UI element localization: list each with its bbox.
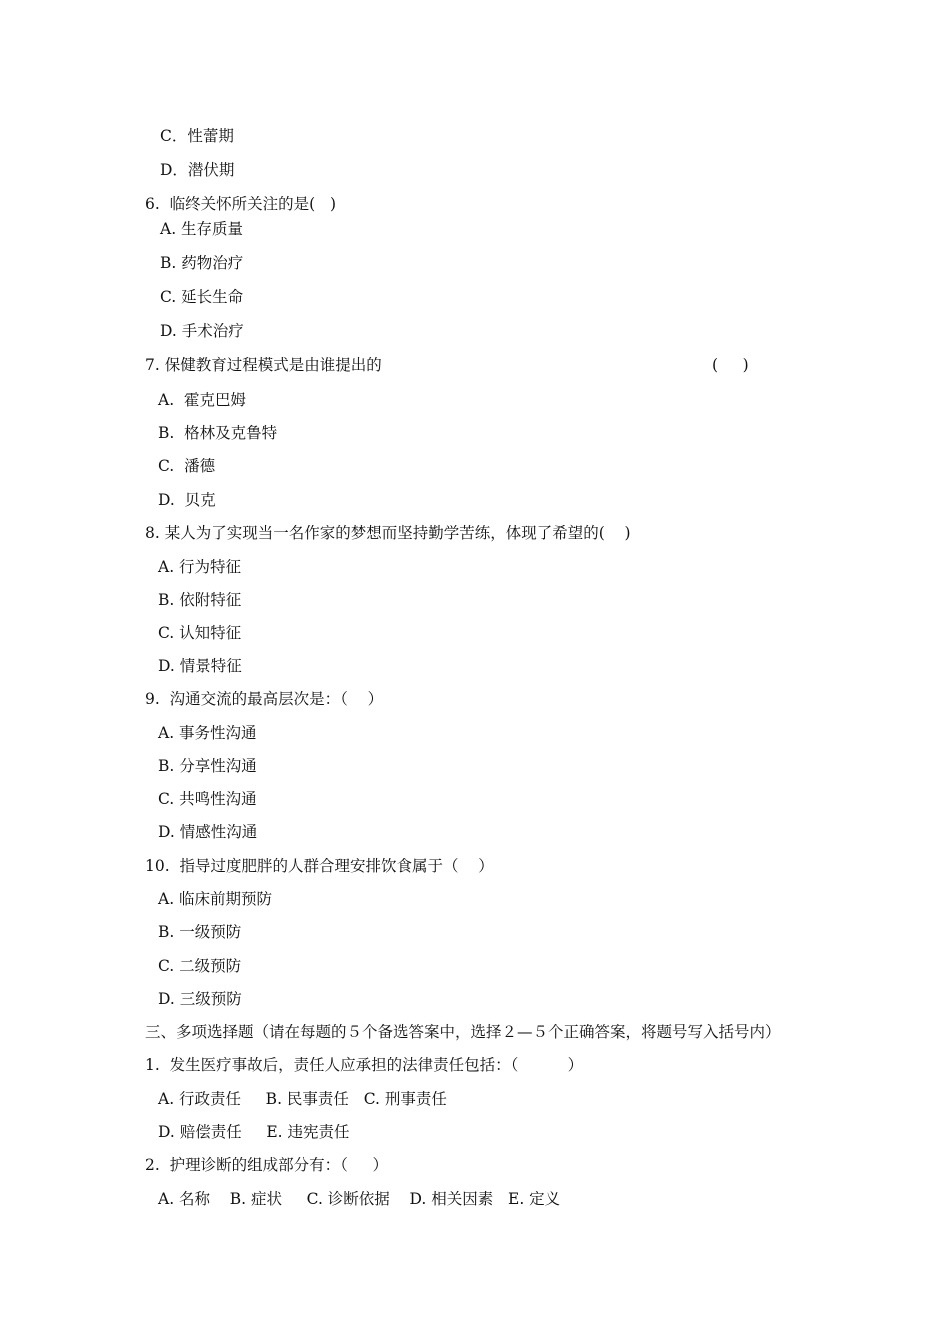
section-3-heading: 三、多项选择题（请在每题的５个备选答案中，选择２—５个正确答案，将题号写入括号内） <box>145 1023 781 1041</box>
mq2-options-row-1: A. 名称 B. 症状 C. 诊断依据 D. 相关因素 E. 定义 <box>158 1190 561 1208</box>
q8-option-c: C. 认知特征 <box>158 624 242 642</box>
q9-stem: 9. 沟通交流的最高层次是：（ ） <box>145 690 384 708</box>
q10-option-a: A. 临床前期预防 <box>158 890 273 908</box>
mq1-options-row-2: D. 赔偿责任 E. 违宪责任 <box>158 1123 350 1141</box>
q5-option-c: C．性蕾期 <box>160 127 234 145</box>
q9-option-b: B. 分享性沟通 <box>158 757 257 775</box>
q9-option-a: A. 事务性沟通 <box>158 724 257 742</box>
q10-stem: 10. 指导过度肥胖的人群合理安排饮食属于（ ） <box>145 857 494 875</box>
q7-option-b: B. 格林及克鲁特 <box>158 424 278 442</box>
mq2-stem: 2. 护理诊断的组成部分有：（ ） <box>145 1156 389 1174</box>
q8-option-a: A. 行为特征 <box>158 558 242 576</box>
q10-option-d: D. 三级预防 <box>158 990 242 1008</box>
q10-option-c: C. 二级预防 <box>158 957 242 975</box>
q6-stem: 6. 临终关怀所关注的是( ) <box>145 195 337 213</box>
q10-option-b: B. 一级预防 <box>158 923 242 941</box>
q6-option-d: D. 手术治疗 <box>160 322 244 340</box>
q9-option-d: D. 情感性沟通 <box>158 823 258 841</box>
q6-option-c: C. 延长生命 <box>160 288 244 306</box>
q5-option-d: D．潜伏期 <box>160 161 235 179</box>
q7-option-c: C. 潘德 <box>158 457 216 475</box>
q8-option-b: B. 依附特征 <box>158 591 242 609</box>
mq1-stem: 1. 发生医疗事故后，责任人应承担的法律责任包括：（ ） <box>145 1056 584 1074</box>
q7-answer-paren: ( ) <box>712 356 749 374</box>
q7-option-a: A. 霍克巴姆 <box>158 391 246 409</box>
q7-stem: 7. 保健教育过程模式是由谁提出的 <box>145 356 382 374</box>
q6-option-a: A. 生存质量 <box>160 220 244 238</box>
mq1-options-row-1: A. 行政责任 B. 民事责任 C. 刑事责任 <box>158 1090 447 1108</box>
q9-option-c: C. 共鸣性沟通 <box>158 790 257 808</box>
q7-option-d: D. 贝克 <box>158 491 216 509</box>
q8-option-d: D. 情景特征 <box>158 657 242 675</box>
q8-stem: 8. 某人为了实现当一名作家的梦想而坚持勤学苦练，体现了希望的( ) <box>145 524 631 542</box>
q6-option-b: B. 药物治疗 <box>160 254 244 272</box>
